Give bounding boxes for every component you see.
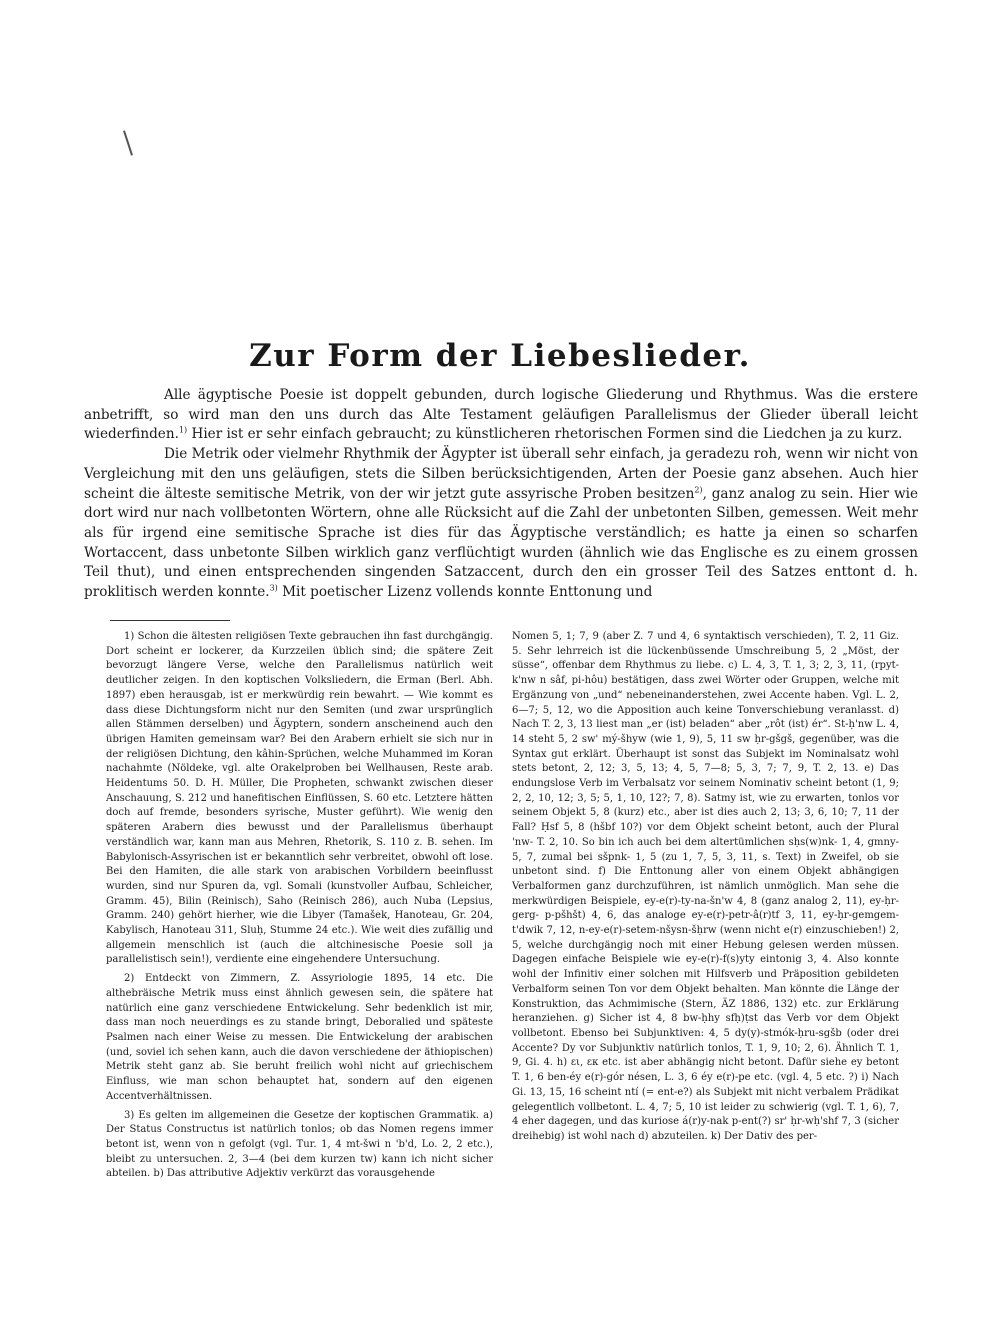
paragraph-2 <box>84 445 918 603</box>
footnote-divider <box>110 620 230 621</box>
footnote-3-continued: Nomen 5, 1; 7, 9 (aber Z. 7 und 4, 6 syntaktisch verschieden), T. 2, 11 Giz. 5. Sehr lehrreich ist die lückenbüssende Umschreibung 5, 2 „Möst, der süsse“, offenbar dem Rhythmus zu liebe. c) L. 4, 3, T. 1, 3; 2, 3, 11, (rpyt-k'nw n sâf, pi-hôu) bestätigen, dass zwei Wörter oder Gruppen, welche mit Ergänzung von „und“ nebeneinanderstehen, zwei Accente haben. Vgl. L. 2, 6—7; 5, 12, wo die Apposition auch keine Tonverschiebung veranlasst. d) Nach T. 2, 3, 13 liest man „er (ist) beladen“ aber „rôt (ist) ér“. St-ḥ'nw L. 4, 14 steht 5, 2 sw' mý-šhyw (wie 1, 9), 5, 11 sw ḥr-gšgš, gegenüber, was die Syntax gut erklärt. Überhaupt ist sonst das Subjekt im Nominalsatz wohl stets betont, 2, 12; 3, 5, 13; 4, 5, 7—8; 5, 3, 7; 7, 9, T. 2, 13. e) Das endungslose Verb im Verbalsatz vor seinem Nominativ scheint betont (1, 9; 2, 2, 10, 12; 3, 5; 5, 1, 10, 12?; 7, 8). Satmy ist, wie zu erwarten, tonlos vor seinem Objekt 5, 8 (kurz) etc., aber ist dies auch 2, 13; 3, 6, 10; 7, 11 der Fall? Ḥsf 5, 8 (hšbf 10?) vor dem Objekt scheint betont, auch der Plural 'nw- T. 2, 10. So bin ich auch bei dem altertümlichen sḥs(w)nk- 1, 4, gmny- 5, 7, zumal bei sšpnk- 1, 5 (zu 1, 7, 5, 3, 11, s. Text) in Zweifel, ob sie unbetont sind. f) Die Enttonung aller von einem Objekt abhängigen Verbalformen ganz durchzuführen, ist nämlich unmöglich. Man sehe die merkwürdigen Beispiele, ey-e(r)-ty-na-šn'w 4, 8 (ganz analog 2, 11), ey-ḥr-gerg- p-pšhšt) 4, 6, das analoge ey-e(r)-petr-â(r)tf 3, 11, ey-ḥr-gemgem-t'dwik 7, 12, n-ey-e(r)-setem-nšysn-šḥrw (wenn nicht e(r) einzuschieben!) 2, 5, welche durchgängig noch mit einer Hebung gelesen werden müssen. Dagegen einfache Beispiele wie ey-e(r)-f(s)yty eintonig 3, 4. Also konnte wohl der Infinitiv einer solchen mit Hilfsverb und Präposition gebildeten Verbalform seinen Ton vor dem Objekt behalten. Man könnte die Länge der Konstruktion, das Achmimische (Stern, ÄZ 1886, 132) etc. zur Erklärung heranziehen. g) Sicher ist 4, 8 bw-ḥhy sfḥ)ṭst das Verb vor dem Objekt vollbetont. Ebenso bei Subjunktiven: 4, 5 dy(y)-stmók-ḥru-sgšb (oder drei Accente? Dy vor Subjunktiv natürlich tonlos, T. 1, 9, 10; 2, 6). Ähnlich T. 1, 9, Gi. 4. h) ει, εκ etc. ist aber abhängig nicht betont. Dafür siehe ey betont T. 1, 6 ben-éy e(r)-gór nésen, L. 3, 6 éy e(r)-pe etc. (vgl. 4, 5 etc. ?) i) Nach Gi. 13, 15, 16 scheint ntí (= ent-e?) als Subjekt mit nicht verbalem Prädikat gelegentlich vollbetont. L. 4, 7; 5, 10 ist leider zu schwierig (vgl. T. 1, 6), 7, 4 eher dagegen, und das kuriose á(r)y-nak p-ent(?) sr' ḥr-wḥ'shf 7, 3 (sicher dreihebig) ist wohl nach d) abzuteilen. k) Der Dativ des per- <box>512 631 899 1142</box>
main-text <box>84 386 918 603</box>
footnote-ref-2: 2) <box>694 484 703 494</box>
paragraph-1 <box>84 386 918 445</box>
footnotes-left-column <box>106 630 493 1182</box>
margin-mark <box>123 130 133 155</box>
footnote-1: 1) Schon die ältesten religiösen Texte gebrauchen ihn fast durchgängig. Dort scheint er lockerer, da Kurzzeilen üblich sind; die spätere Zeit bevorzugt längere Verse, welche den Parallelismus natürlich weit deutlicher zeigen. In den koptischen Volksliedern, die Erman (Berl. Abh. 1897) eben herausgab, ist er merkwürdig rein bewahrt. — Wie kommt es dass diese Dichtungsform nicht nur den Semiten (und zwar ursprünglich allen Stämmen derselben) und Ägyptern, sondern anscheinend auch den übrigen Hamiten gemeinsam war? Bei den Arabern erhielt sie sich nur in der religiösen Dichtung, den kâhin-Sprüchen, welche Muhammed im Koran nachahmte (Nöldeke, vgl. alte Orakelproben bei Wellhausen, Reste arab. Heidentums 50. D. H. Müller, Die Propheten, schwankt zwischen dieser Anschauung, S. 212 und hanefitischen Einflüssen, S. 60 etc. Letztere hätten doch auf fremde, besonders syrische, Muster geführt). Wie wenig den späteren Arabern dies bewusst und der Parallelismus überhaupt verständlich war, kann man aus Mehren, Rhetorik, S. 110 z. B. sehen. Im Babylonisch-Assyrischen ist er bekanntlich sehr verbreitet, obwohl oft lose. Bei den Hamiten, die alle stark von arabischen Vorbildern beeinflusst wurden, sind nur Spuren da, vgl. Somali (kunstvoller Aufbau, Schleicher, Gramm. 45), Bilin (Reinisch), Saho (Reinisch 286), auch Nuba (Lepsius, Gramm. 240) gehört hierher, wie die Libyer (Tamašek, Hanoteau, Gr. 204, Kabylisch, Hanoteau 311, Sluḥ, Stumme 24 etc.). Wie weit dies zufällig und allgemein menschlich ist (auch die altchinesische Poesie soll ja parallelistisch sein!), verdiente eine eingehendere Untersuchung. <box>106 631 493 966</box>
paragraph-1-text: Alle ägyptische Poesie ist doppelt gebunden, durch logische Gliederung und Rhythmus. Was die erstere anbetrifft, so wird man den uns durch das Alte Testament geläufigen Parallelismus der Glieder überall leicht wiederfinden. <box>84 387 918 443</box>
paragraph-2-text-b: , ganz analog zu sein. Hier wie dort wird nur nach vollbetonten Wörtern, ohne alle Rücksicht auf die Zahl der unbetonten Silben, gemessen. Weit mehr als für irgend eine semitische Sprache ist dies für das Ägyptische verständlich; es hatte ja einen so scharfen Wortaccent, dass unbetonte Silben wirklich ganz verflüchtigt wurden (ähnlich wie das Englische es zu einem grossen Teil thut), und einen entsprechenden singenden Satzaccent, durch den ein grosser Teil des Satzes enttont d. h. proklitisch werden konnte. <box>84 485 918 601</box>
paragraph-2-text-a: Die Metrik oder vielmehr Rhythmik der Ägypter ist überall sehr einfach, ja geradezu roh, wenn wir nicht von Vergleichung mit den uns geläufigen, stets die Silben berücksichtigenden, Arten der Poesie ganz absehen. Auch hier scheint die älteste semitische Metrik, von der wir jetzt gute assyrische Proben besitzen <box>84 446 918 502</box>
footnote-ref-1: 1) <box>178 425 188 435</box>
page-title: Zur Form der Liebeslieder. <box>249 338 751 374</box>
footnote-2: 2) Entdeckt von Zimmern, Z. Assyriologie 1895, 14 etc. Die althebräische Metrik muss einst ähnlich gewesen sein, die spätere hat natürlich eine ganz verschiedene Entwickelung. Sehr bedenklich ist mir, dass man noch neuerdings es zu stande bringt, Deboralied und späteste Psalmen nach einer Weise zu messen. Die Entwickelung der arabischen (und, soviel ich sehen kann, auch die davon verschiedene der äthiopischen) Metrik steht ganz ab. Sie beruht freilich wohl nicht auf griechischem Einfluss, wie man schon behauptet hat, sondern auf den eigenen Accentverhältnissen. <box>106 973 493 1102</box>
footnote-ref-3: 3) <box>269 583 278 593</box>
paragraph-1-tail: Hier ist er sehr einfach gebraucht; zu künstlicheren rhetorischen Formen sind die Liedchen ja zu kurz. <box>187 426 903 443</box>
footnotes-right-column <box>512 630 899 1145</box>
footnote-3: 3) Es gelten im allgemeinen die Gesetze der koptischen Grammatik. a) Der Status Constructus ist natürlich tonlos; ob das Nomen regens immer betont ist, wenn von n gefolgt (vgl. Tur. 1, 4 mt-šwi n 'b'd, Lo. 2, 2 etc.), bleibt zu untersuchen. 2, 3—4 (bei dem kurzen tw) kann ich nicht sicher abteilen. b) Das attributive Adjektiv verkürzt das vorausgehende <box>106 1109 493 1180</box>
paragraph-2-text-c: Mit poetischer Lizenz vollends konnte Enttonung und <box>277 584 653 601</box>
